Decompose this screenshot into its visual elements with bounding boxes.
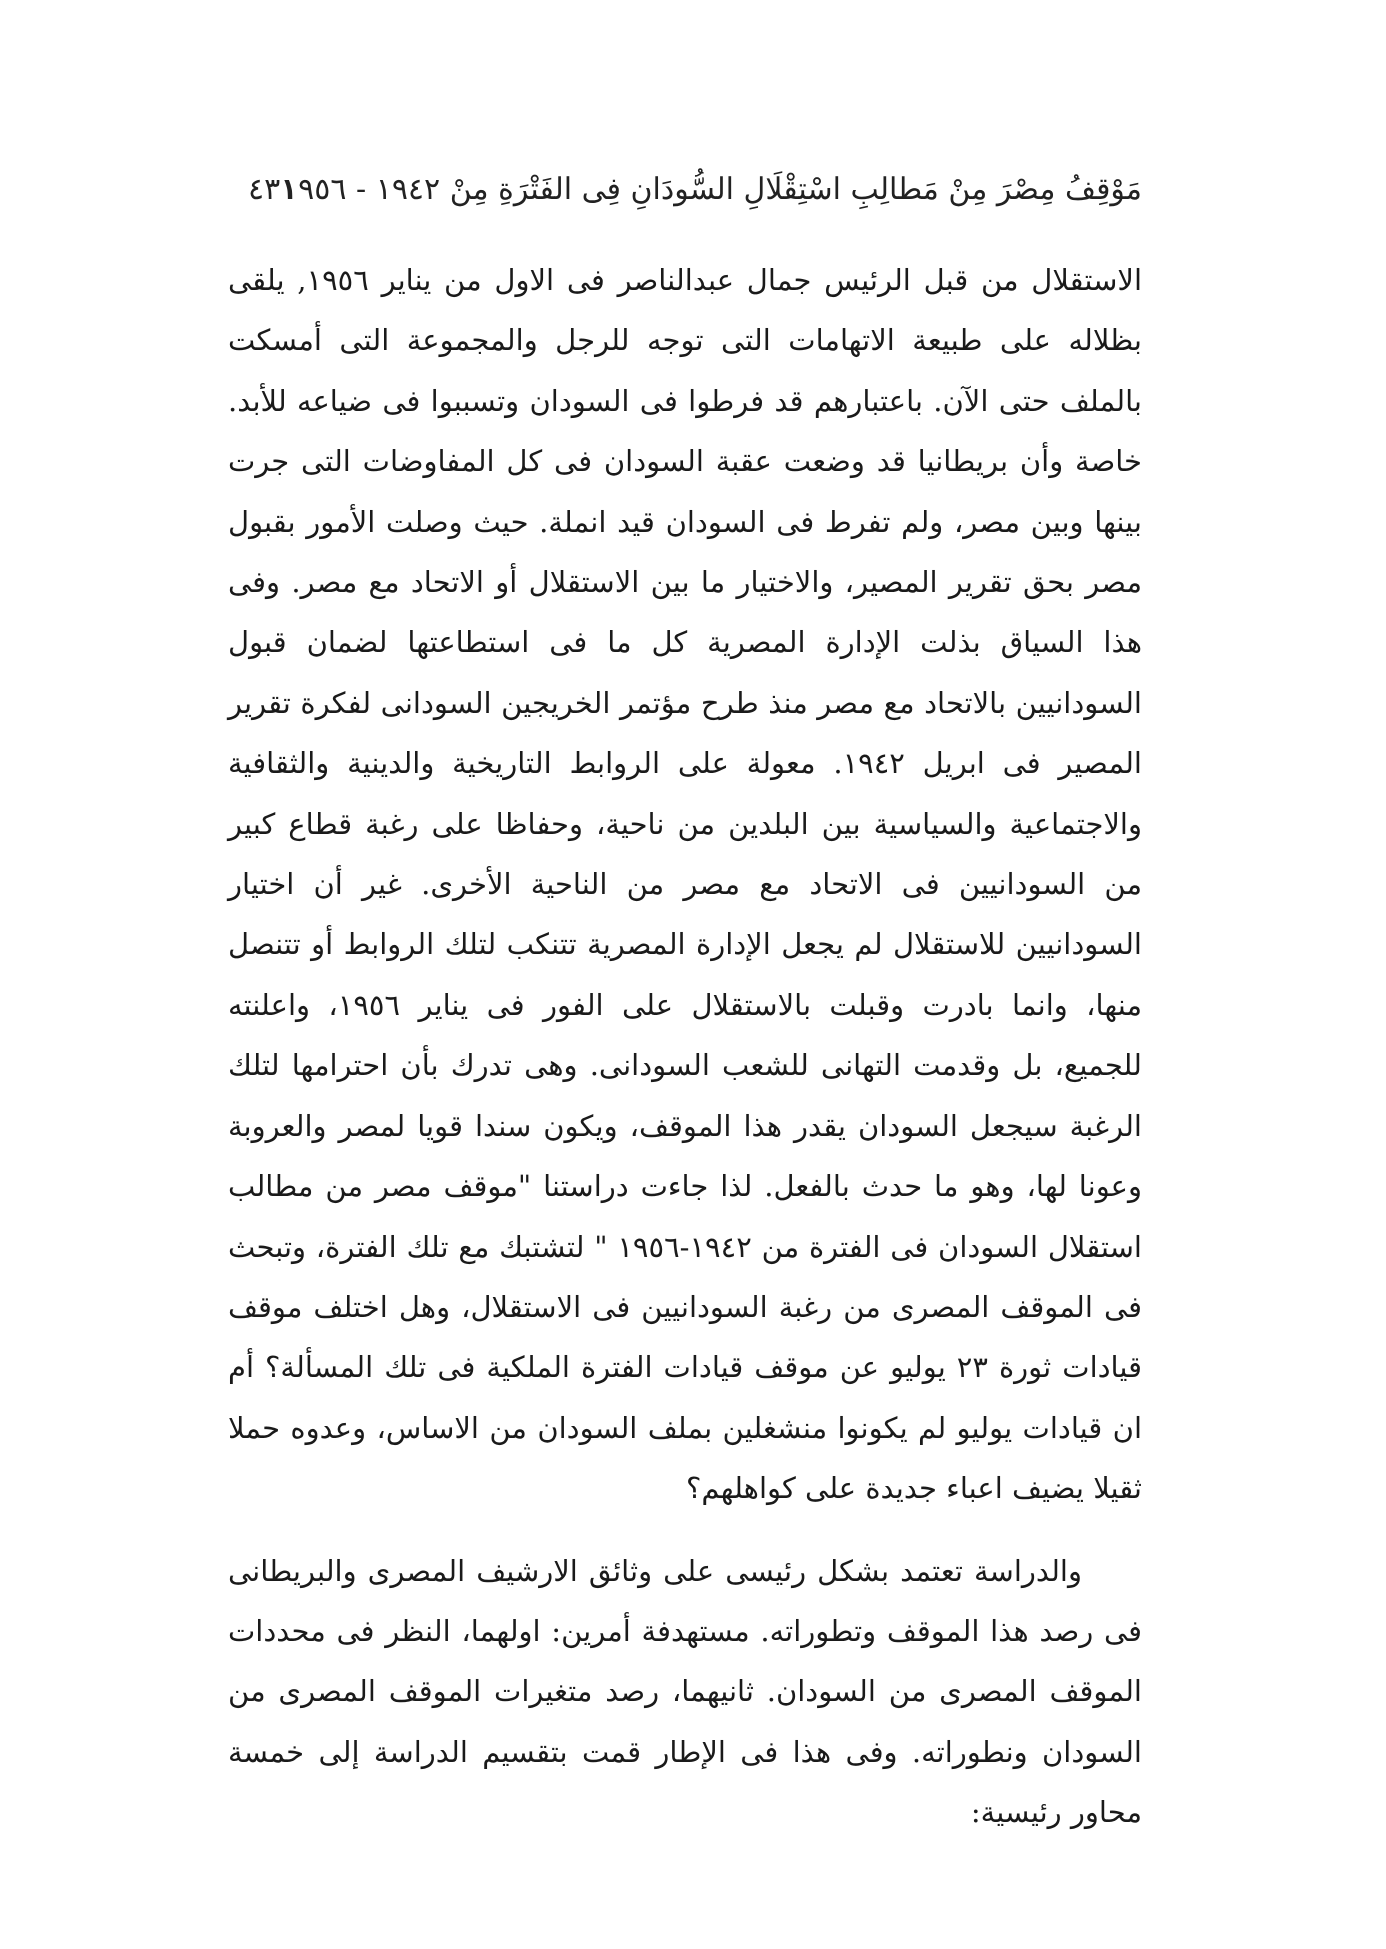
paragraph-1: الاستقلال من قبل الرئيس جمال عبدالناصر فى الاول من يناير ١٩٥٦, يلقى بظلاله على طبيعة الاتهامات التى توجه للرجل والمجموعة التى أمسكت بالملف حتى الآن. باعتبارهم قد فرطوا فى السودان وتسببوا فى ضياعه للأبد. خاصة وأن بريطانيا قد وضعت عقبة السودان فى كل المفاوضات التى جرت بينها وبين مصر، ولم تفرط فى السودان قيد انملة. حيث وصلت الأمور بقبول مصر بحق تقرير المصير، والاختيار ما بين الاستقلال أو الاتحاد مع مصر. وفى هذا السياق بذلت الإدارة المصرية كل ما فى استطاعتها لضمان قبول السودانيين بالاتحاد مع مصر منذ طرح مؤتمر الخريجين السودانى لفكرة تقرير المصير فى ابريل ١٩٤٢. معولة على الروابط التاريخية والدينية والثقافية والاجتماعية والسياسية بين البلدين من ناحية، وحفاظا على رغبة قطاع كبير من السودانيين فى الاتحاد مع مصر من الناحية الأخرى. غير أن اختيار السودانيين للاستقلال لم يجعل الإدارة المصرية تتنكب لتلك الروابط أو تتنصل منها، وانما بادرت وقبلت بالاستقلال على الفور فى يناير ١٩٥٦، واعلنته للجميع، بل وقدمت التهانى للشعب السودانى. وهى تدرك بأن احترامها لتلك الرغبة سيجعل السودان يقدر هذا الموقف، ويكون سندا قويا لمصر والعروبة وعونا لها، وهو ما حدث بالفعل. لذا جاءت دراستنا "موقف مصر من مطالب استقلال السودان فى الفترة من ١٩٤٢-١٩٥٦ " لتشتبك مع تلك الفترة، وتبحث فى الموقف المصرى من رغبة السودانيين فى الاستقلال، وهل اختلف موقف قيادات ثورة ٢٣ يوليو عن موقف قيادات الفترة الملكية فى تلك المسألة؟ أم ان قيادات يوليو لم يكونوا منشغلين بملف السودان من الاساس، وعدوه حملا ثقيلا يضيف اعباء جديدة على كواهلهم؟ xyxy=(228,263,1143,1506)
page-header xyxy=(228,168,1142,222)
body-text xyxy=(228,250,1142,1843)
page-number: ٤٣١ xyxy=(248,172,297,207)
paragraph-2: والدراسة تعتمد بشكل رئيسى على وثائق الارشيف المصرى والبريطانى فى رصد هذا الموقف وتطوراته. مستهدفة أمرين: اولهما، النظر فى محددات الموقف المصرى من السودان. ثانيهما، رصد متغيرات الموقف المصرى من السودان ونطوراته. وفى هذا فى الإطار قمت بتقسيم الدراسة إلى خمسة محاور رئيسية: xyxy=(228,1553,1142,1830)
running-title: مَوْقِفُ مِصْرَ مِنْ مَطالِبِ اسْتِقْلَالِ السُّودَانِ فِى الفَتْرَةِ مِنْ ١٩٤٢ - ١٩٥٦ xyxy=(282,172,1142,207)
